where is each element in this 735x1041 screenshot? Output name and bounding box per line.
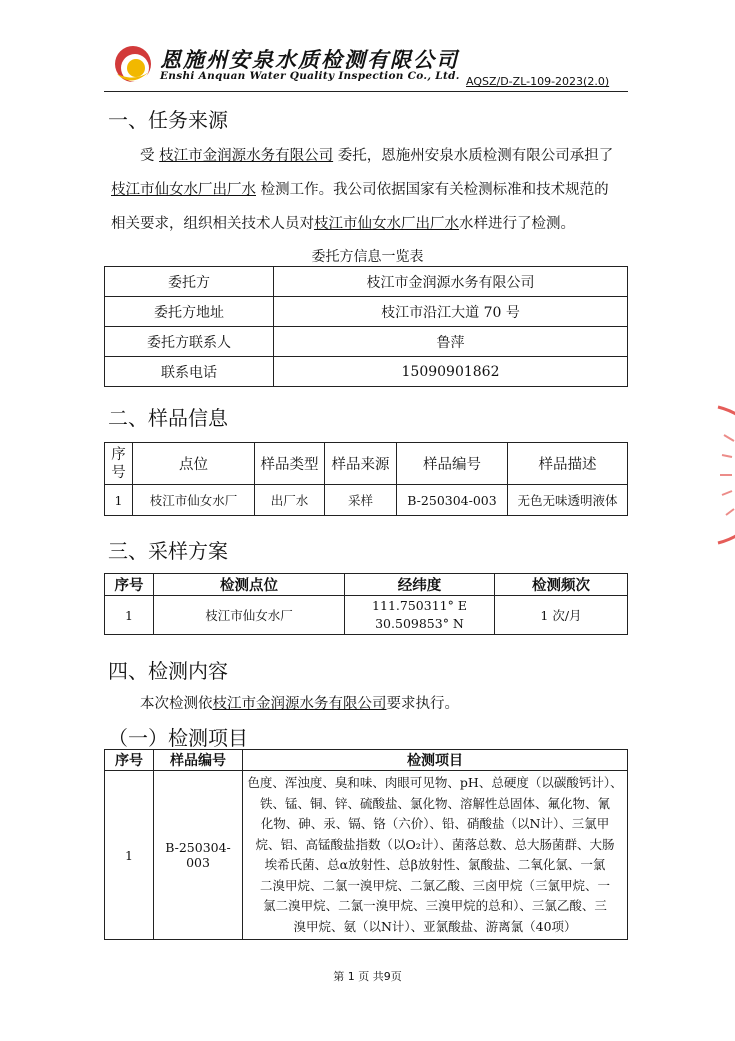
- subsection-title-test-items: （一）检测项目: [108, 726, 248, 750]
- cell-code: B-250304-003: [397, 485, 508, 516]
- longitude: 111.750311° E: [372, 598, 467, 613]
- items-line: 氯二溴甲烷、二氯一溴甲烷、三溴甲烷的总和）、三氯乙酸、三: [263, 898, 607, 913]
- items-line: 二溴甲烷、二氯一溴甲烷、二氯乙酸、三卤甲烷（三氯甲烷、一: [259, 877, 610, 893]
- company-name-cn: 恩施州安泉水质检测有限公司: [160, 47, 459, 72]
- sample-info-table: [104, 442, 628, 516]
- header-site: 点位: [133, 443, 255, 485]
- cell-items: [243, 771, 628, 940]
- text: 序: [111, 446, 126, 463]
- table-cell-value: 鲁萍: [274, 327, 628, 357]
- header-source: 样品来源: [325, 443, 397, 485]
- text: 要求执行。: [386, 696, 459, 712]
- test-items-table: [104, 749, 628, 940]
- text: 委托，恩施州安泉水质检测有限公司承担了: [337, 148, 614, 164]
- section-title-sample-info: 二、样品信息: [108, 406, 228, 430]
- table-cell-label: 委托方: [105, 267, 274, 297]
- table-row: [105, 771, 628, 940]
- company-logo-icon: [111, 44, 153, 86]
- items-line: 溴甲烷、氨（以N计）、亚氯酸盐、游离氯（40项）: [293, 918, 577, 934]
- latitude: 30.509853° N: [375, 616, 464, 631]
- cell-no: 1: [105, 485, 133, 516]
- cell-no: 1: [105, 771, 154, 940]
- header-no: 序号: [105, 750, 154, 771]
- header-divider: [104, 91, 628, 92]
- items-line: 铁、锰、铜、锌、硫酸盐、氯化物、溶解性总固体、氟化物、氰: [259, 795, 610, 811]
- paragraph-line-2: [111, 178, 609, 199]
- items-line: 埃希氏菌、总α放射性、总β放射性、氯酸盐、二氧化氯、一氯: [264, 857, 606, 872]
- table-row: [105, 357, 628, 387]
- table-row: [105, 297, 628, 327]
- text: 受: [140, 148, 155, 164]
- table-header-row: [105, 750, 628, 771]
- cell-type: 出厂水: [255, 485, 325, 516]
- company-name-en: Enshi Anquan Water Quality Inspection Co., Ltd.: [160, 70, 460, 82]
- text: 号: [111, 464, 126, 481]
- text: 检测工作。我公司依据国家有关检测标准和技术规范的: [260, 182, 609, 198]
- text: 水样进行了检测。: [459, 216, 575, 232]
- table-cell-label: 委托方联系人: [105, 327, 274, 357]
- section-title-sampling-plan: 三、采样方案: [108, 539, 228, 563]
- table-row: [105, 267, 628, 297]
- items-line: 色度、浑浊度、臭和味、肉眼可见物、pH、总硬度（以碳酸钙计）、: [247, 775, 623, 790]
- paragraph-line-1: [140, 144, 613, 165]
- table-row: [105, 596, 628, 635]
- items-line: 烷、铝、高锰酸盐指数（以O₂计）、菌落总数、总大肠菌群、大肠: [255, 836, 615, 852]
- cell-coord: [345, 596, 495, 635]
- table-row: [105, 327, 628, 357]
- table-header-row: [105, 574, 628, 596]
- text: 本次检测依: [140, 696, 213, 712]
- header-site: 检测点位: [154, 574, 345, 596]
- header-items: 检测项目: [243, 750, 628, 771]
- table-cell-label: 联系电话: [105, 357, 274, 387]
- sampling-plan-table: [104, 573, 628, 635]
- cell-site: 枝江市仙女水厂: [154, 596, 345, 635]
- table-header-row: [105, 443, 628, 485]
- header-type: 样品类型: [255, 443, 325, 485]
- sample-name-underlined: 枝江市仙女水厂出厂水: [314, 216, 459, 232]
- table-cell-value: 15090901862: [274, 357, 628, 387]
- cell-code: B-250304-003: [154, 771, 243, 940]
- paragraph-line-3: [111, 212, 575, 233]
- table-cell-value: 枝江市沿江大道 70 号: [274, 297, 628, 327]
- header-no: 序号: [105, 574, 154, 596]
- cell-desc: 无色无味透明液体: [508, 485, 628, 516]
- cell-site: 枝江市仙女水厂: [133, 485, 255, 516]
- client-name-underlined: 枝江市金润源水务有限公司: [159, 148, 334, 164]
- section-title-test-content: 四、检测内容: [108, 659, 228, 683]
- cell-no: 1: [105, 596, 154, 635]
- table-cell-label: 委托方地址: [105, 297, 274, 327]
- header-code: 样品编号: [154, 750, 243, 771]
- header-no: [105, 443, 133, 485]
- official-seal-fragment: [700, 395, 735, 555]
- project-name-underlined: 枝江市仙女水厂出厂水: [111, 182, 256, 198]
- header-code: 样品编号: [397, 443, 508, 485]
- section-title-task-source: 一、任务来源: [108, 108, 228, 132]
- table-cell-value: 枝江市金润源水务有限公司: [274, 267, 628, 297]
- table-row: [105, 485, 628, 516]
- document-code: AQSZ/D-ZL-109-2023(2.0): [466, 75, 610, 88]
- header-coord: 经纬度: [345, 574, 495, 596]
- client-info-table: [104, 266, 628, 387]
- client-name-underlined: 枝江市金润源水务有限公司: [212, 696, 387, 712]
- page-number: 第 1 页 共9页: [333, 970, 402, 983]
- items-line: 化物、砷、汞、镉、铬（六价）、铅、硝酸盐（以N计）、三氯甲: [260, 816, 610, 831]
- cell-source: 采样: [325, 485, 397, 516]
- header-freq: 检测频次: [495, 574, 628, 596]
- paragraph-requirement: [140, 692, 459, 713]
- header-desc: 样品描述: [508, 443, 628, 485]
- client-table-caption: 委托方信息一览表: [311, 249, 424, 265]
- cell-freq: 1 次/月: [495, 596, 628, 635]
- text: 相关要求，组织相关技术人员对: [111, 216, 314, 232]
